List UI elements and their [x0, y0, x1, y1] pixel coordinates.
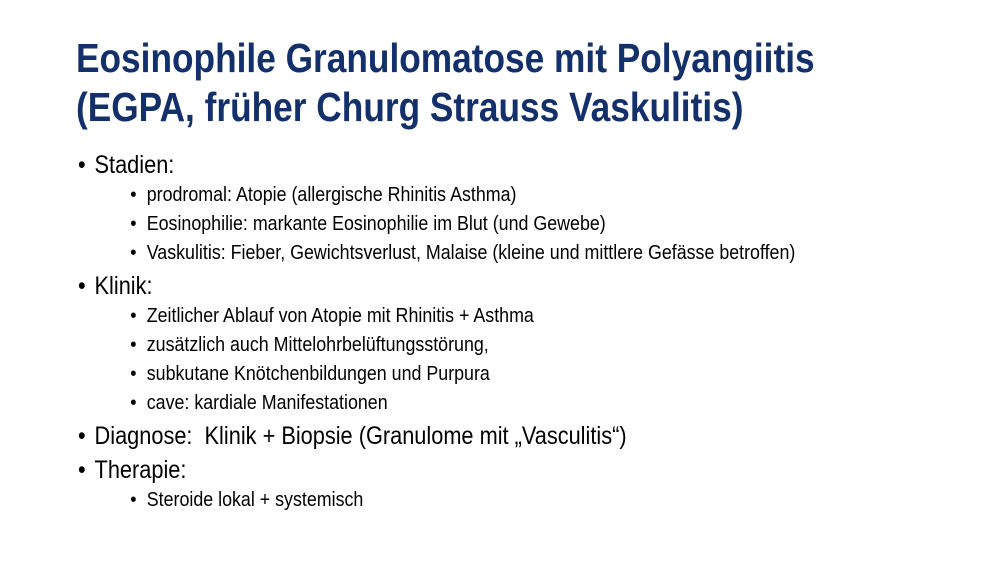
- list-item-text: prodromal: Atopie (allergische Rhinitis Asthma): [146, 183, 517, 206]
- bullet-icon: •: [130, 488, 137, 511]
- sub-bullet-list: [95, 180, 861, 267]
- slide-title-line-2: (EGPA, früher Churg Strauss Vaskulitis): [76, 84, 744, 130]
- sub-bullet-list: [95, 485, 861, 514]
- list-item-text: Zeitlicher Ablauf von Atopie mit Rhinitis + Asthma: [146, 304, 534, 327]
- section-heading: Diagnose: Klinik + Biopsie (Granulome mit „Vasculitis“): [94, 422, 627, 450]
- bullet-icon: •: [130, 212, 137, 235]
- list-item-text: subkutane Knötchenbildungen und Purpura: [146, 362, 490, 385]
- section-diagnose: [78, 421, 861, 451]
- section-stadien: [78, 150, 861, 267]
- bullet-list: [78, 150, 861, 514]
- list-item: [130, 209, 861, 238]
- slide-title-line-1: Eosinophile Granulomatose mit Polyangiitis: [76, 35, 815, 81]
- bullet-icon: •: [130, 304, 137, 327]
- bullet-icon: •: [78, 151, 86, 179]
- bullet-icon: •: [130, 362, 137, 385]
- section-klinik: [78, 271, 861, 417]
- list-item: [130, 238, 861, 267]
- slide-title: [76, 34, 850, 132]
- list-item-text: Vaskulitis: Fieber, Gewichtsverlust, Malaise (kleine und mittlere Gefässe betroffen): [146, 241, 796, 264]
- bullet-icon: •: [78, 272, 86, 300]
- list-item: [130, 180, 861, 209]
- sub-bullet-list: [95, 301, 861, 417]
- list-item: [130, 388, 861, 417]
- section-therapie: [78, 455, 861, 514]
- section-heading: Klinik:: [94, 272, 153, 300]
- list-item: [130, 330, 861, 359]
- list-item: [130, 301, 861, 330]
- bullet-icon: •: [78, 422, 86, 450]
- slide-content: [78, 150, 861, 514]
- bullet-icon: •: [130, 391, 137, 414]
- bullet-icon: •: [130, 241, 137, 264]
- section-heading: Therapie:: [94, 456, 187, 484]
- list-item: [130, 359, 861, 388]
- list-item-text: zusätzlich auch Mittelohrbelüftungsstörung,: [146, 333, 489, 356]
- list-item: [130, 485, 861, 514]
- list-item-text: Eosinophilie: markante Eosinophilie im Blut (und Gewebe): [146, 212, 606, 235]
- bullet-icon: •: [130, 183, 137, 206]
- bullet-icon: •: [130, 333, 137, 356]
- section-heading: Stadien:: [94, 151, 175, 179]
- list-item-text: Steroide lokal + systemisch: [146, 488, 364, 511]
- bullet-icon: •: [78, 456, 86, 484]
- list-item-text: cave: kardiale Manifestationen: [146, 391, 388, 414]
